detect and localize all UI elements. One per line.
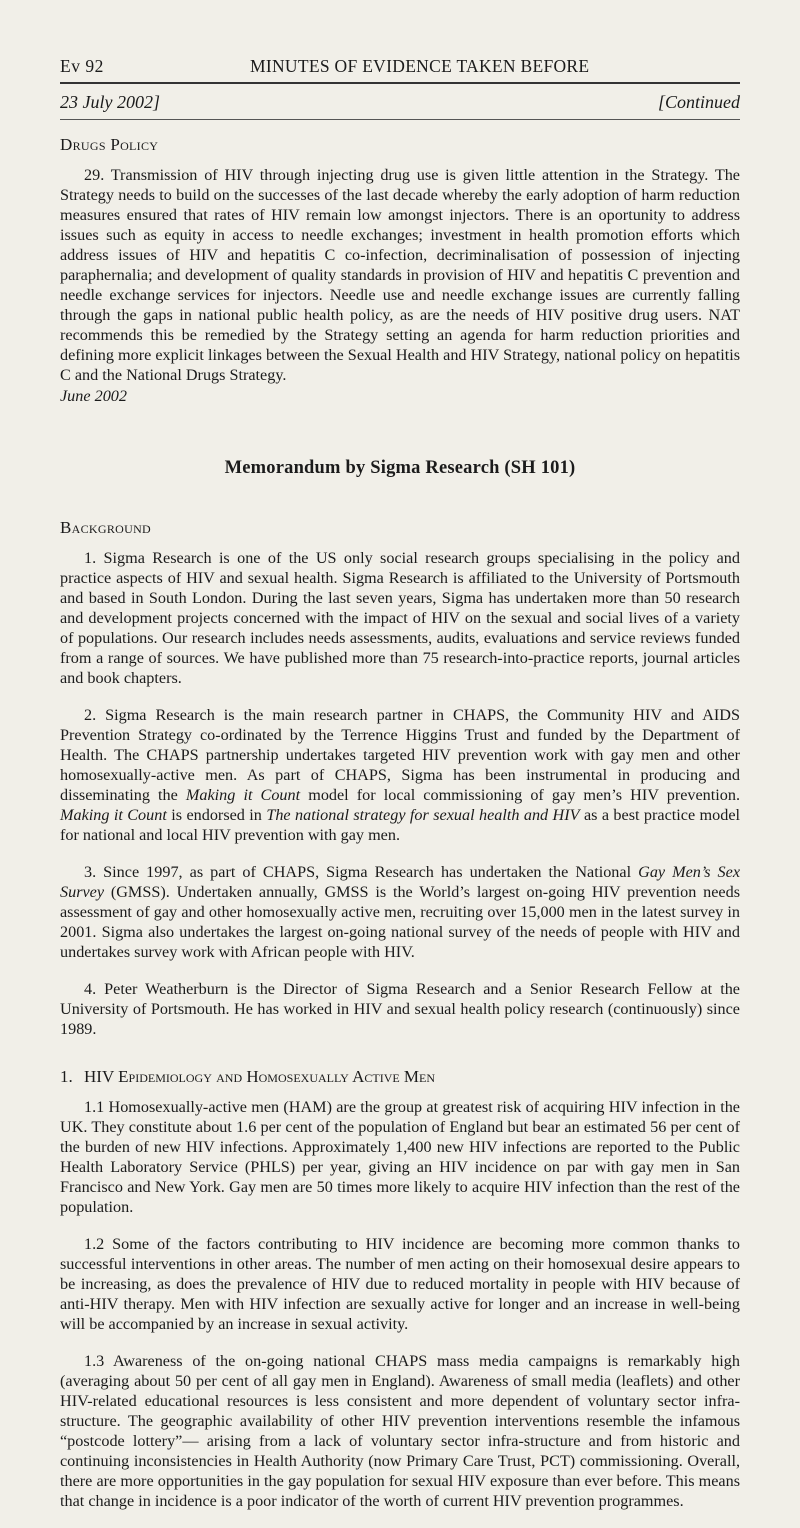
continued-label: [Continued xyxy=(657,92,740,112)
section-heading-drugs-policy: Drugs Policy xyxy=(60,135,159,154)
paragraph-1-2: 1.2 Some of the factors contributing to HIV incidence are becoming more common thanks to successful interventions in other areas. The number of men acting on their homosexual desire appears to be increasing, as does the prevalence of HIV due to reduced mortality in people with HIV because of anti-HIV therapy. Men with HIV infection are sexually active for longer and an increase in well-being will be accompanied by an increase in sexual activity. xyxy=(60,1235,740,1333)
header-rule-top xyxy=(60,82,740,84)
background-paragraph-3: 3. Since 1997, as part of CHAPS, Sigma Research has undertaken the National Gay Men’s Sex Survey (GMSS). Undertaken annually, GMSS is the World’s largest on-going HIV prevention needs assessment of gay and other homosexually active men, recruiting over 15,000 men in the latest survey in 2001. Sigma also undertakes the largest on-going national survey of the needs of people with HIV and undertakes survey work with African people with HIV. xyxy=(60,863,741,961)
page-folio: Ev 92 xyxy=(60,56,104,76)
memorandum-title: Memorandum by Sigma Research (SH 101) xyxy=(224,458,576,478)
background-paragraph-2: 2. Sigma Research is the main research partner in CHAPS, the Community HIV and AIDS Prevention Strategy co-ordinated by the Terrence Higgins Trust and funded by the Department of Health. The CHAPS partnership undertakes targeted HIV prevention work with gay men and other homosexually-active men. As part of CHAPS, Sigma has been instrumental in producing and disseminating the Making it Count model for local commissioning of gay men’s HIV prevention. Making it Count is endorsed in The national strategy for sexual health and HIV as a best practice model for national and local HIV prevention with gay men. xyxy=(60,706,740,844)
running-title: MINUTES OF EVIDENCE TAKEN BEFORE xyxy=(250,56,590,76)
background-paragraph-4: 4. Peter Weatherburn is the Director of Sigma Research and a Senior Research Fellow at the University of Portsmouth. He has worked in HIV and sexual health policy research (continuously) since 1989. xyxy=(60,980,740,1038)
background-paragraph-1: 1. Sigma Research is one of the US only social research groups specialising in the policy and practice aspects of HIV and sexual health. Sigma Research is affiliated to the University of Portsmouth and based in South London. During the last seven years, Sigma has undertaken more than 50 research and development projects concerned with the impact of HIV on the sexual and social lives of a variety of populations. Our research includes needs assessments, audits, evaluations and service reviews funded from a range of sources. We have published more than 75 research-into-practice reports, journal articles and book chapters. xyxy=(60,549,740,687)
paragraph-1-3: 1.3 Awareness of the on-going national CHAPS mass media campaigns is remarkably high (averaging about 50 per cent of all gay men in England). Awareness of small media (leaflets) and other HIV-related educational resources is less consistent and more dependent of voluntary sector infra-structure. The geographic availability of other HIV prevention interventions resemble the infamous “postcode lottery”— arising from a lack of voluntary sector infra-structure and from historic and continuing inconsistencies in Health Authority (now Primary Care Trust, PCT) commissioning. Overall, there are more opportunities in the gay population for sexual HIV exposure than ever before. This means that change in incidence is a poor indicator of the worth of current HIV prevention programmes. xyxy=(60,1352,740,1510)
paragraph-1-1: 1.1 Homosexually-active men (HAM) are the group at greatest risk of acquiring HIV infection in the UK. They constitute about 1.6 per cent of the population of England but bear an estimated 56 per cent of the burden of new HIV infections. Approximately 1,400 new HIV infections are reported to the Public Health Laboratory Service (PHLS) per year, giving an HIV incidence on par with gay men in San Francisco and New York. Gay men are 50 times more likely to acquire HIV infection than the rest of the population. xyxy=(60,1098,740,1216)
signoff-date: June 2002 xyxy=(60,387,127,405)
page-body xyxy=(60,135,740,1528)
section-heading-hiv-epidemiology xyxy=(60,1067,740,1087)
header-rule-bottom xyxy=(60,119,740,120)
section-title: HIV Epidemiology and Homosexually Active Men xyxy=(84,1067,436,1086)
section-number: 1. xyxy=(60,1067,73,1086)
session-date: 23 July 2002] xyxy=(60,92,160,112)
section-heading-background: Background xyxy=(60,518,152,537)
paragraph-29: 29. Transmission of HIV through injecting drug use is given little attention in the Strategy. The Strategy needs to build on the successes of the last decade whereby the early adoption of harm reduction measures ensured that rates of HIV remain low amongst injectors. There is an oportunity to address issues such as equity in access to needle exchanges; investment in health promotion efforts which address issues of HIV and hepatitis C co-infection, decriminalisation of possession of injecting paraphernalia; and development of quality standards in provision of HIV and hepatitis C prevention and needle exchange services for injectors. Needle use and needle exchange issues are currently falling through the gaps in national public health policy, as are the needs of HIV positive drug users. NAT recommends this be remedied by the Strategy setting an agenda for harm reduction priorities and defining more explicit linkages between the Sexual Health and HIV Strategy, national policy on hepatitis C and the National Drugs Strategy. xyxy=(60,166,740,384)
